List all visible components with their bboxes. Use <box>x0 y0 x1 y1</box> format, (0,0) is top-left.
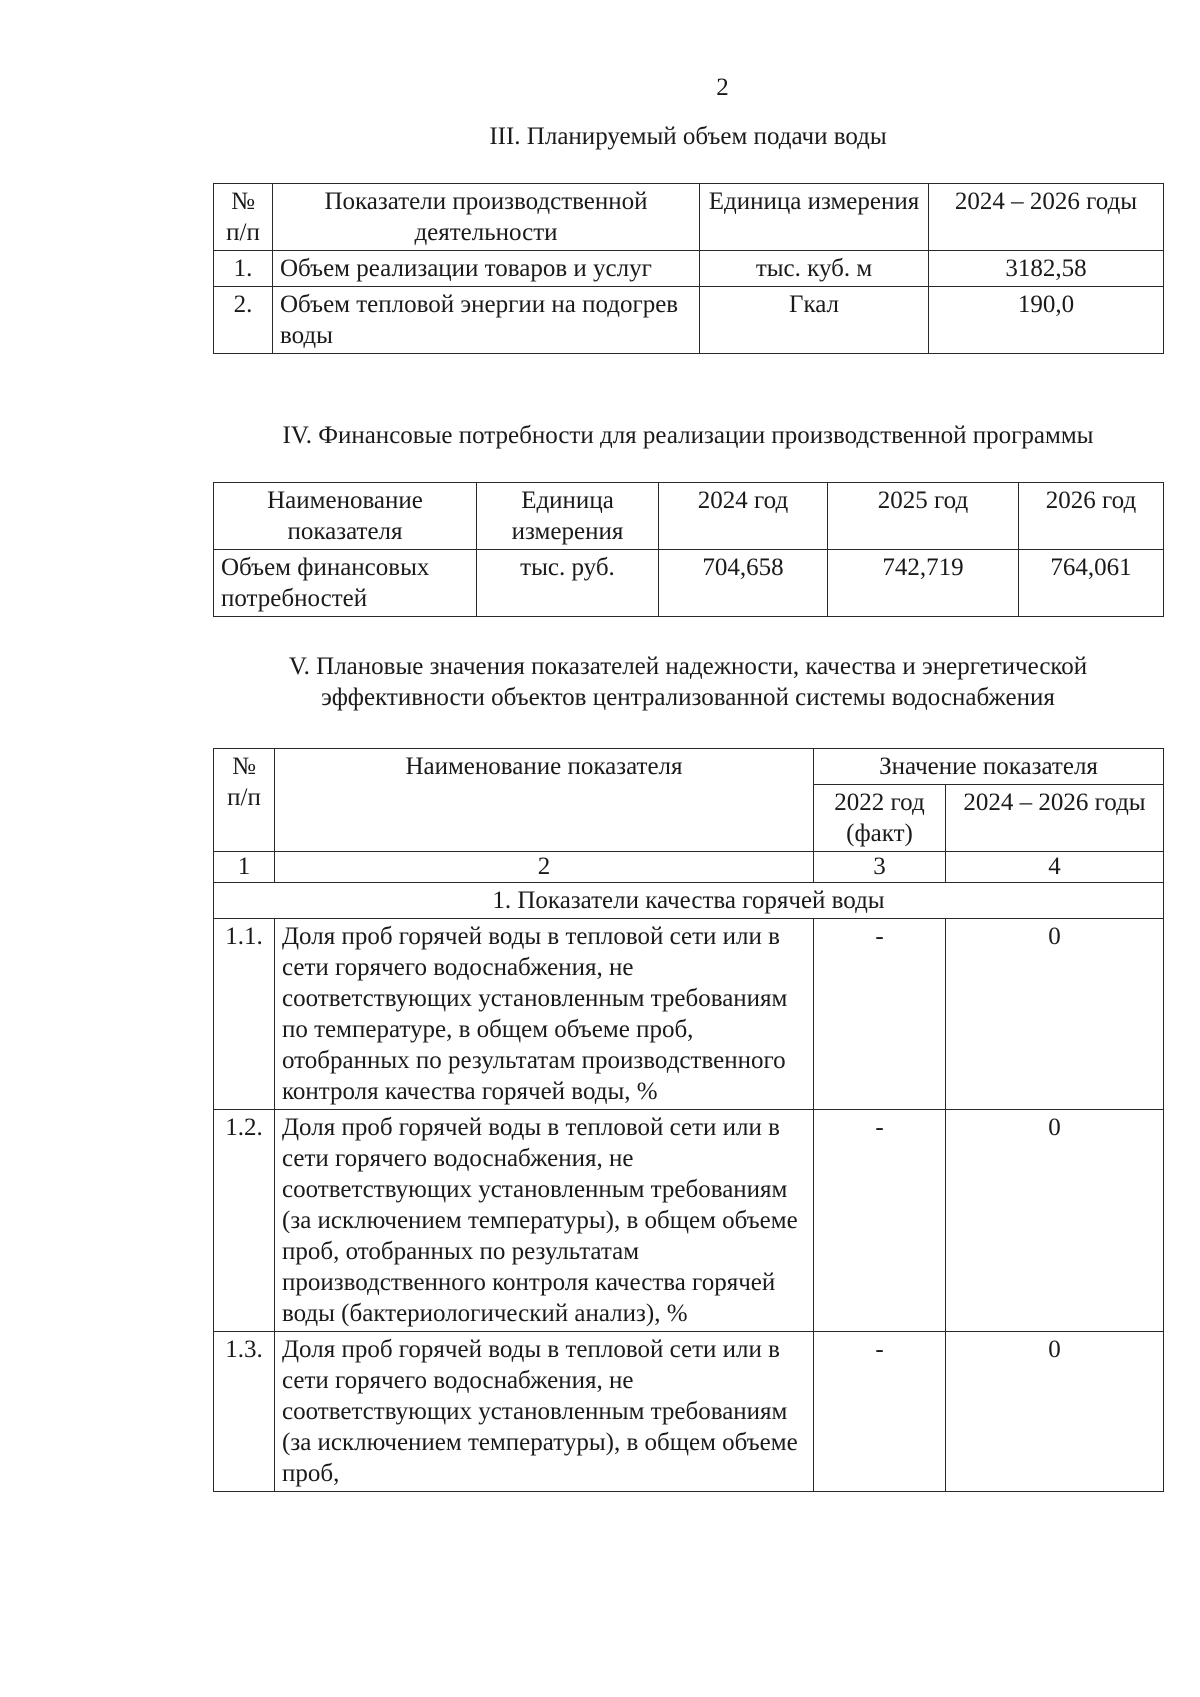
section-4-title: IV. Финансовые потребности для реализации производственной программы <box>282 422 1094 449</box>
row-fact: - <box>814 1110 946 1332</box>
header-years: 2024 – 2026 годы <box>929 184 1164 251</box>
row-value: 3182,58 <box>929 251 1164 287</box>
header-value-group: Значение показателя <box>814 749 1164 785</box>
column-number-row <box>214 852 1164 883</box>
table-row <box>214 251 1164 287</box>
row-value: 190,0 <box>929 287 1164 354</box>
row-num: 1.2. <box>214 1110 275 1332</box>
row-fact: - <box>814 1332 946 1492</box>
value-2025: 742,719 <box>828 550 1019 617</box>
header-num: № п/п <box>214 749 275 852</box>
column-number: 2 <box>275 852 814 883</box>
header-2026: 2026 год <box>1019 483 1164 550</box>
page-number: 2 <box>716 74 729 101</box>
column-number: 1 <box>214 852 275 883</box>
table-row <box>214 287 1164 354</box>
header-2024-2026: 2024 – 2026 годы <box>946 785 1164 852</box>
row-num: 1.1. <box>214 919 275 1110</box>
header-num: № п/п <box>214 184 273 251</box>
row-name: Объем финансовых потребностей <box>214 550 477 617</box>
header-unit: Единица измерения <box>700 184 929 251</box>
row-plan: 0 <box>946 919 1164 1110</box>
row-fact: - <box>814 919 946 1110</box>
row-unit: Гкал <box>700 287 929 354</box>
column-number: 4 <box>946 852 1164 883</box>
value-2026: 764,061 <box>1019 550 1164 617</box>
row-unit: тыс. руб. <box>477 550 659 617</box>
section-3-title: III. Планируемый объем подачи воды <box>489 123 887 150</box>
table-row <box>214 919 1164 1110</box>
table-header-row <box>214 184 1164 251</box>
group-row <box>214 883 1164 919</box>
water-supply-table <box>213 183 1164 354</box>
section-5-title: V. Плановые значения показателей надежности, качества и энергетической эффективности объектов централизованной системы водоснабжения <box>288 653 1088 711</box>
table-row <box>214 550 1164 617</box>
table-row <box>214 1332 1164 1492</box>
table-row <box>214 1110 1164 1332</box>
row-name: Доля проб горячей воды в тепловой сети или в сети горячего водоснабжения, не соответствующих установленным требованиям по температуре, в общем объеме проб, отобранных по результатам производственного контроля качества горячей воды, % <box>275 919 814 1110</box>
row-num: 1.3. <box>214 1332 275 1492</box>
header-indicator: Наименование показателя <box>214 483 477 550</box>
row-name: Доля проб горячей воды в тепловой сети или в сети горячего водоснабжения, не соответствующих установленным требованиям (за исключением температуры), в общем объеме проб, отобранных по результатам производственного контроля качества горячей воды (бактериологический анализ), % <box>275 1110 814 1332</box>
row-num: 1. <box>214 251 273 287</box>
header-2024: 2024 год <box>659 483 828 550</box>
row-num: 2. <box>214 287 273 354</box>
header-unit: Единица измерения <box>477 483 659 550</box>
header-indicator: Наименование показателя <box>275 749 814 852</box>
row-plan: 0 <box>946 1110 1164 1332</box>
row-plan: 0 <box>946 1332 1164 1492</box>
table-header-row <box>214 483 1164 550</box>
row-name: Доля проб горячей воды в тепловой сети или в сети горячего водоснабжения, не соответствующих установленным требованиям (за исключением температуры), в общем объеме проб, <box>275 1332 814 1492</box>
row-name: Объем тепловой энергии на подогрев воды <box>273 287 700 354</box>
header-2022-fact: 2022 год (факт) <box>814 785 946 852</box>
table-header-row <box>214 749 1164 785</box>
header-2025: 2025 год <box>828 483 1019 550</box>
header-indicator: Показатели производственной деятельности <box>273 184 700 251</box>
row-name: Объем реализации товаров и услуг <box>273 251 700 287</box>
column-number: 3 <box>814 852 946 883</box>
quality-indicators-table <box>213 748 1164 1492</box>
value-2024: 704,658 <box>659 550 828 617</box>
financial-needs-table <box>213 482 1164 617</box>
row-unit: тыс. куб. м <box>700 251 929 287</box>
group-title: 1. Показатели качества горячей воды <box>214 883 1164 919</box>
